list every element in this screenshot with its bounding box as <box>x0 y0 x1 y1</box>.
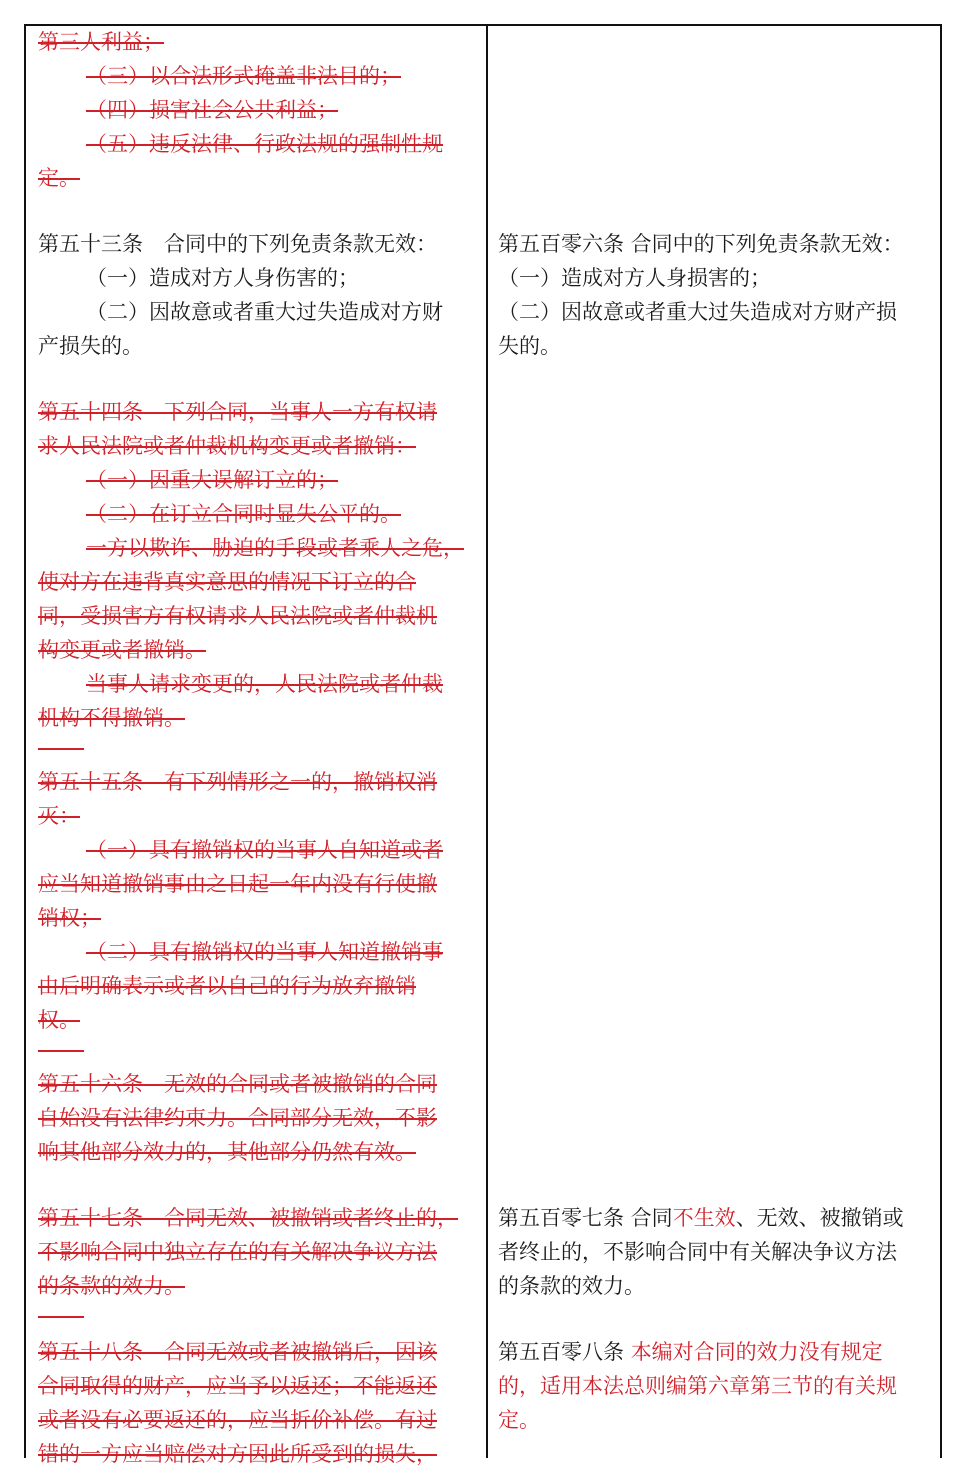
article-508-title <box>498 1336 883 1368</box>
article-506-line: （一）造成对方人身损害的； <box>498 266 771 290</box>
clause-52-line: （四）损害社会公共利益； <box>86 98 338 122</box>
article-508-added-text: 本编对合同的效力没有规定 <box>630 1340 883 1364</box>
article-507-added-text: 不生效 <box>672 1206 736 1230</box>
clause-55-line: （一）具有撤销权的当事人自知道或者 <box>86 838 443 862</box>
article-507-text: 第五百零七条 合同 <box>498 1206 673 1230</box>
clause-58-line: 错的一方应当赔偿对方因此所受到的损失， <box>38 1442 437 1466</box>
deleted-blank-line-mark <box>38 748 84 750</box>
clause-52-line: 定。 <box>38 166 80 190</box>
clause-54-line: 同，受损害方有权请求人民法院或者仲裁机 <box>38 604 437 628</box>
clause-53-title: 第五十三条 合同中的下列免责条款无效： <box>38 232 437 256</box>
clause-57-title: 第五十七条 合同无效、被撤销或者终止的， <box>38 1206 458 1230</box>
clause-54-line: 当事人请求变更的，人民法院或者仲裁 <box>86 672 443 696</box>
clause-54-line: 机构不得撤销。 <box>38 706 185 730</box>
clause-56-line: 响其他部分效力的，其他部分仍然有效。 <box>38 1140 416 1164</box>
clause-54-line: 一方以欺诈、胁迫的手段或者乘人之危， <box>86 536 464 560</box>
clause-55-line: 销权； <box>38 906 101 930</box>
article-507-line: 者终止的，不影响合同中有关解决争议方法 <box>498 1240 897 1264</box>
clause-54-line: 构变更或者撤销。 <box>38 638 206 662</box>
clause-55-line: 权。 <box>38 1008 80 1032</box>
clause-54-line: 使对方在违背真实意思的情况下订立的合 <box>38 570 416 594</box>
article-508-line: 的，适用本法总则编第六章第三节的有关规 <box>498 1374 897 1398</box>
clause-52-line: 第三人利益； <box>38 30 164 54</box>
clause-58-title: 第五十八条 合同无效或者被撤销后，因该 <box>38 1340 437 1364</box>
clause-55-title: 第五十五条 有下列情形之一的，撤销权消 <box>38 770 437 794</box>
article-507-text: 、无效、被撤销或 <box>735 1206 904 1230</box>
clause-57-line: 不影响合同中独立存在的有关解决争议方法 <box>38 1240 437 1264</box>
clause-58-line: 或者没有必要返还的，应当折价补偿。有过 <box>38 1408 437 1432</box>
clause-55-line: 应当知道撤销事由之日起一年内没有行使撤 <box>38 872 437 896</box>
clause-54-line: （二）在订立合同时显失公平的。 <box>86 502 401 526</box>
article-508-line: 定。 <box>498 1408 540 1432</box>
clause-53-line: （一）造成对方人身伤害的； <box>86 266 359 290</box>
clause-56-title: 第五十六条 无效的合同或者被撤销的合同 <box>38 1072 437 1096</box>
article-506-title: 第五百零六条 合同中的下列免责条款无效： <box>498 232 904 256</box>
clause-57-line: 的条款的效力。 <box>38 1274 185 1298</box>
clause-52-line: （三）以合法形式掩盖非法目的； <box>86 64 401 88</box>
comparison-table <box>24 24 942 1466</box>
deleted-blank-line-mark <box>38 1050 84 1052</box>
clause-54-line: （一）因重大误解订立的； <box>86 468 338 492</box>
clause-53-line: 产损失的。 <box>38 334 143 358</box>
deleted-blank-line-mark <box>38 1316 84 1318</box>
article-507-line: 的条款的效力。 <box>498 1274 645 1298</box>
clause-54-title: 第五十四条 下列合同，当事人一方有权请 <box>38 400 437 424</box>
column-divider <box>486 26 488 1458</box>
clause-56-line: 自始没有法律约束力。合同部分无效，不影 <box>38 1106 437 1130</box>
clause-53-line: （二）因故意或者重大过失造成对方财 <box>86 300 443 324</box>
clause-54-line: 求人民法院或者仲裁机构变更或者撤销： <box>38 434 416 458</box>
clause-55-line: 灭： <box>38 804 80 828</box>
clause-55-line: 由后明确表示或者以自己的行为放弃撤销 <box>38 974 416 998</box>
article-506-line: （二）因故意或者重大过失造成对方财产损 <box>498 300 897 324</box>
article-506-line: 失的。 <box>498 334 561 358</box>
clause-55-line: （二）具有撤销权的当事人知道撤销事 <box>86 940 443 964</box>
clause-52-line: （五）违反法律、行政法规的强制性规 <box>86 132 443 156</box>
clause-58-line: 合同取得的财产，应当予以返还；不能返还 <box>38 1374 437 1398</box>
article-507-title <box>498 1202 904 1234</box>
article-508-text: 第五百零八条 <box>498 1340 631 1364</box>
